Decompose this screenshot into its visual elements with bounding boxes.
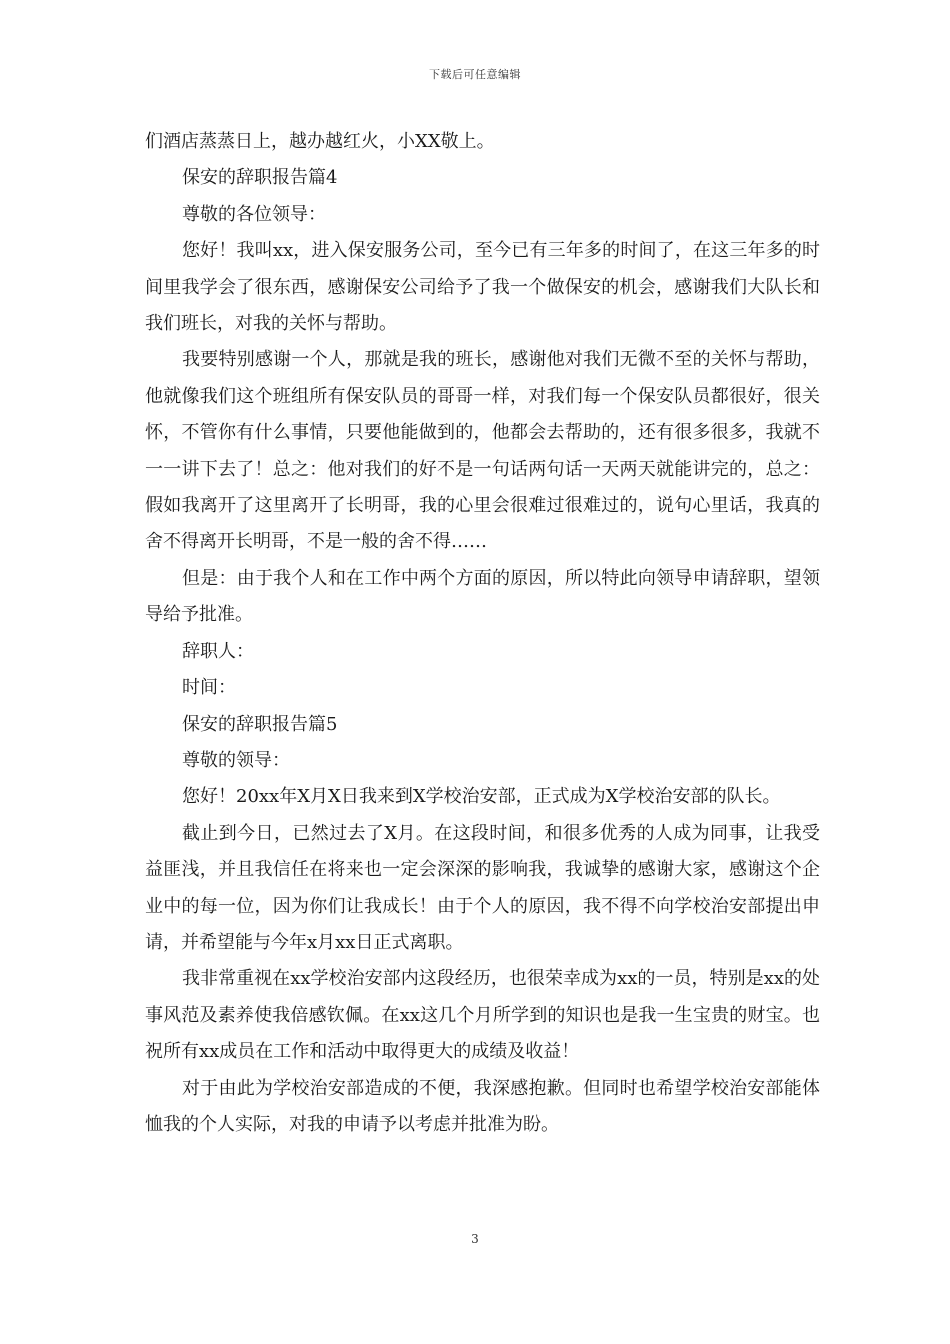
paragraph-continuation: 们酒店蒸蒸日上，越办越红火，小XX敬上。 [145,131,495,152]
date-line: 时间： [182,677,236,699]
paragraph: 我非常重视在xx学校治安部内这段经历，也很荣幸成为xx的一员，特别是xx的处事风范及素养使我倍感钦佩。在xx这几个月所学到的知识也是我一生宝贵的财宝。也祝所有xx成员在工作和活动中取得更大的成绩及收益！ [145,968,820,1063]
salutation: 尊敬的各位领导： [182,203,326,225]
paragraph: 您好！20xx年X月X日我来到X学校治安部，正式成为X学校治安部的队长。 [182,786,781,808]
section-heading-4: 保安的辞职报告篇4 [182,167,338,189]
page-header: 下载后可任意编辑 [429,68,521,81]
signature-line: 辞职人： [182,640,254,662]
paragraph: 截止到今日，已然过去了X月。在这段时间，和很多优秀的人成为同事，让我受益匪浅，并且我信任在将来也一定会深深的影响我，我诚挚的感谢大家，感谢这个企业中的每一位，因为你们让我成长！由于个人的原因，我不得不向学校治安部提出申请，并希望能与今年x月xx日正式离职。 [145,822,820,953]
document-body [145,124,820,1143]
section-heading-5: 保安的辞职报告篇5 [182,713,338,735]
paragraph: 对于由此为学校治安部造成的不便，我深感抱歉。但同时也希望学校治安部能体恤我的个人实际，对我的申请予以考虑并批准为盼。 [145,1077,820,1135]
paragraph: 您好！我叫xx，进入保安服务公司，至今已有三年多的时间了，在这三年多的时间里我学会了很东西，感谢保安公司给予了我一个做保安的机会，感谢我们大队长和我们班长，对我的关怀与帮助。 [145,240,820,335]
salutation: 尊敬的领导： [182,749,290,771]
paragraph: 我要特别感谢一个人，那就是我的班长，感谢他对我们无微不至的关怀与帮助，他就像我们这个班组所有保安队员的哥哥一样，对我们每一个保安队员都很好，很关怀，不管你有什么事情，只要他能做到的，他都会去帮助的，还有很多很多，我就不一一讲下去了！总之：他对我们的好不是一句话两句话一天两天就能讲完的，总之：假如我离开了这里离开了长明哥，我的心里会很难过很难过的，说句心里话，我真的舍不得离开长明哥，不是一般的舍不得…… [145,349,820,553]
page-number: 3 [471,1232,479,1246]
paragraph: 但是：由于我个人和在工作中两个方面的原因，所以特此向领导申请辞职，望领导给予批准。 [145,567,820,626]
